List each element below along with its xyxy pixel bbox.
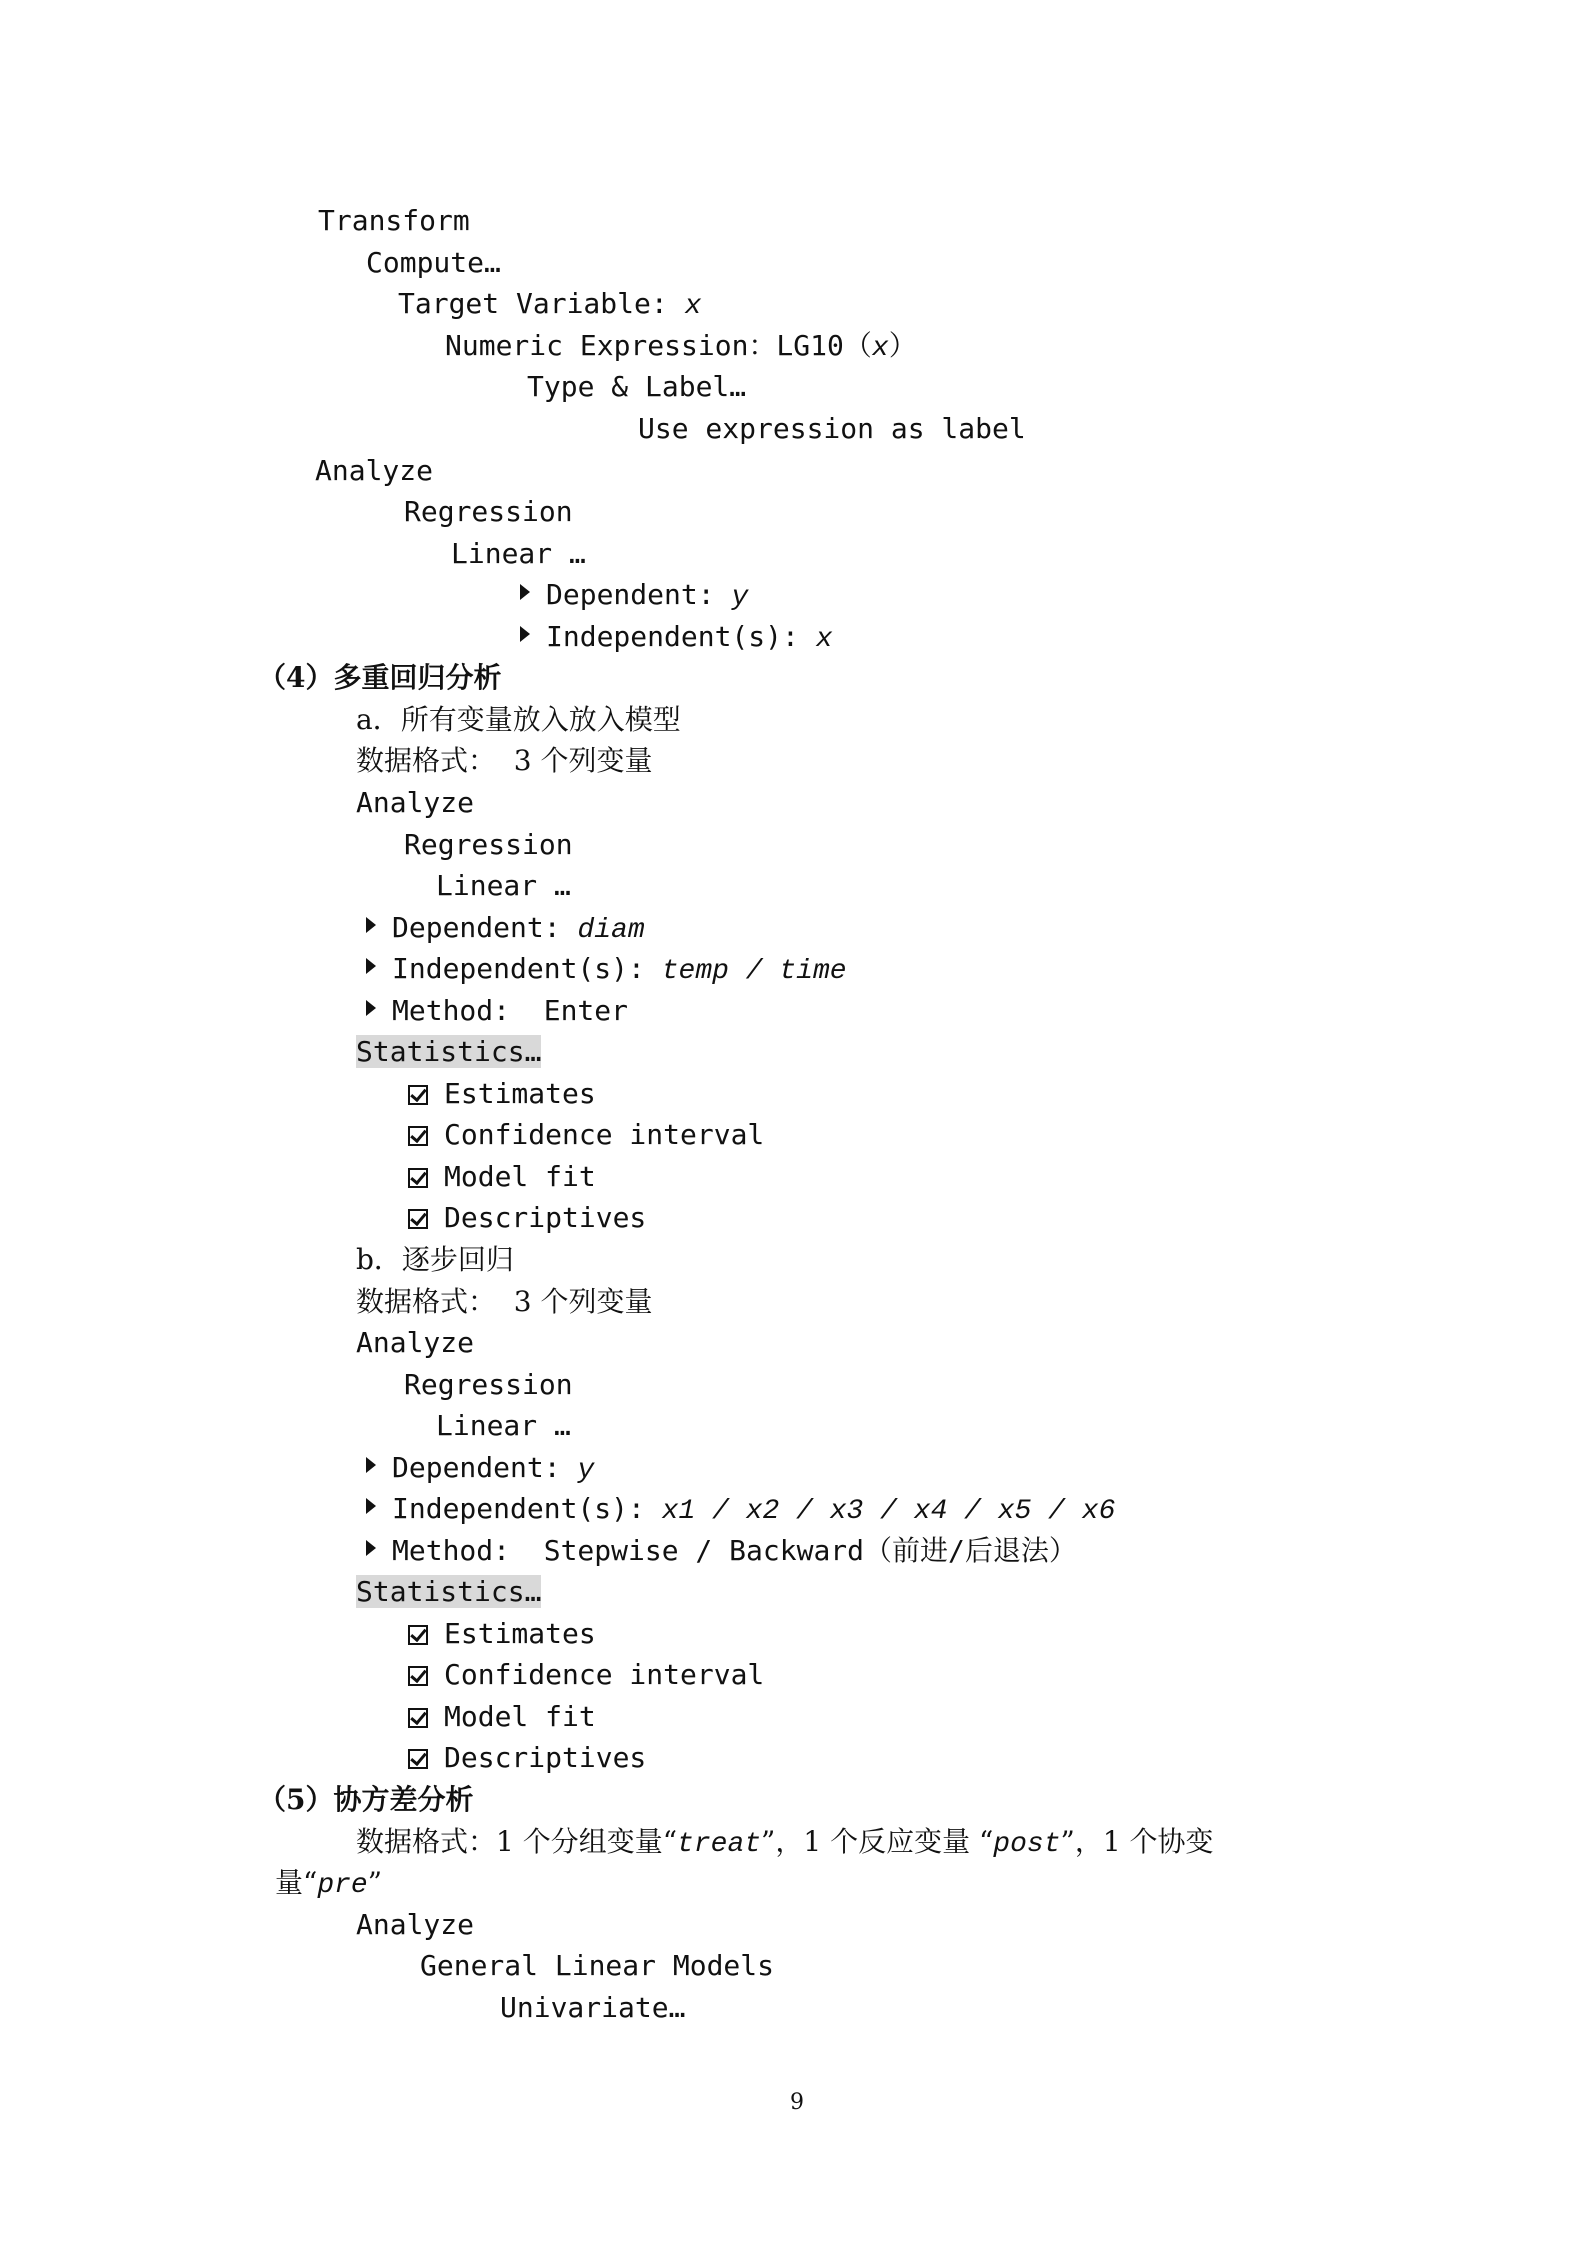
page-number: 9 xyxy=(790,2090,804,2115)
independent-line-4b xyxy=(366,1489,1115,1532)
pre-var: pre xyxy=(317,1870,368,1901)
independent-label-4a: Independent(s): xyxy=(392,952,662,985)
statistics-line-4a xyxy=(356,1032,541,1072)
method-value-4b: Stepwise / Backward（前进/后退法） xyxy=(543,1534,1077,1567)
method-line-4b xyxy=(366,1531,1077,1571)
format-text: 量“ xyxy=(275,1866,318,1899)
method-label-4a: Method: xyxy=(392,994,544,1027)
check-label: Model fit xyxy=(444,1700,596,1733)
independent-var-4b: x1 / x2 / x3 / x4 / x5 / x6 xyxy=(661,1496,1116,1527)
checkbox-checked-icon xyxy=(408,1749,428,1769)
analyze-menu-4a: Analyze xyxy=(356,786,475,819)
section-5-format-line1 xyxy=(356,1822,1214,1865)
arrow-right-icon xyxy=(520,584,530,600)
check-label: Confidence interval xyxy=(444,1118,765,1151)
numeric-expression-line xyxy=(445,326,917,369)
analyze-menu-1: Analyze xyxy=(315,454,434,487)
format-text: 数据格式：1 个分组变量“ xyxy=(356,1825,678,1858)
use-expression-option: Use expression as label xyxy=(638,412,1026,445)
post-var: post xyxy=(993,1829,1061,1860)
regression-item-1: Regression xyxy=(404,495,573,528)
independent-var-1: x xyxy=(815,624,833,655)
glm-item: General Linear Models xyxy=(420,1949,775,1982)
format-text: ”，1 个反应变量 “ xyxy=(761,1825,994,1858)
check-confidence-4a xyxy=(408,1115,764,1155)
section-5-format-line2 xyxy=(275,1863,382,1906)
dependent-label-1: Dependent: xyxy=(546,578,732,611)
arrow-right-icon xyxy=(366,917,376,933)
check-descriptives-4a xyxy=(408,1198,646,1238)
dependent-var-4a: diam xyxy=(577,915,645,946)
check-label: Confidence interval xyxy=(444,1658,765,1691)
check-descriptives-4b xyxy=(408,1738,646,1778)
dependent-line-1 xyxy=(520,575,748,618)
check-label: Estimates xyxy=(444,1077,596,1110)
transform-menu: Transform xyxy=(318,204,470,237)
arrow-right-icon xyxy=(520,626,530,642)
dependent-var-4b: y xyxy=(577,1455,595,1486)
checkbox-checked-icon xyxy=(408,1168,428,1188)
analyze-menu-5: Analyze xyxy=(356,1908,475,1941)
dependent-label-4b: Dependent: xyxy=(392,1451,578,1484)
linear-item-4a: Linear … xyxy=(436,869,571,902)
section-5-heading: （5）协方差分析 xyxy=(258,1783,474,1816)
section-4b-title: b．逐步回归 xyxy=(356,1243,514,1276)
independent-line-4a xyxy=(366,949,847,992)
treat-var: treat xyxy=(677,1829,762,1860)
checkbox-checked-icon xyxy=(408,1708,428,1728)
method-label-4b: Method: xyxy=(392,1534,544,1567)
check-label: Model fit xyxy=(444,1160,596,1193)
check-modelfit-4a xyxy=(408,1157,596,1197)
statistics-line-4b xyxy=(356,1572,541,1612)
arrow-right-icon xyxy=(366,958,376,974)
check-estimates-4a xyxy=(408,1074,596,1114)
univariate-item: Univariate… xyxy=(500,1991,686,2024)
target-variable-label: Target Variable: xyxy=(398,287,685,320)
type-label-item: Type & Label… xyxy=(527,370,747,403)
checkbox-checked-icon xyxy=(408,1666,428,1686)
section-4a-title: a．所有变量放入放入模型 xyxy=(356,703,681,736)
numeric-expression-end: ） xyxy=(888,329,917,362)
checkbox-checked-icon xyxy=(408,1126,428,1146)
check-estimates-4b xyxy=(408,1614,596,1654)
independent-label-1: Independent(s): xyxy=(546,620,816,653)
statistics-highlight-4a: Statistics… xyxy=(356,1035,542,1068)
numeric-expression-label: Numeric Expression：LG10（ xyxy=(445,329,872,362)
dependent-var-1: y xyxy=(731,582,749,613)
independent-var-4a: temp / time xyxy=(661,956,847,987)
section-4-heading: （4）多重回归分析 xyxy=(258,661,502,694)
format-text: ” xyxy=(367,1866,383,1899)
analyze-menu-4b: Analyze xyxy=(356,1326,475,1359)
checkbox-checked-icon xyxy=(408,1625,428,1645)
method-value-4a: Enter xyxy=(543,994,629,1027)
check-confidence-4b xyxy=(408,1655,764,1695)
check-label: Descriptives xyxy=(444,1741,647,1774)
arrow-right-icon xyxy=(366,1457,376,1473)
check-label: Descriptives xyxy=(444,1201,647,1234)
compute-item: Compute… xyxy=(366,246,501,279)
arrow-right-icon xyxy=(366,1540,376,1556)
target-variable-line xyxy=(398,284,701,327)
dependent-line-4b xyxy=(366,1448,594,1491)
statistics-highlight-4b: Statistics… xyxy=(356,1575,542,1608)
independent-line-1 xyxy=(520,617,833,660)
check-label: Estimates xyxy=(444,1617,596,1650)
linear-item-4b: Linear … xyxy=(436,1409,571,1442)
check-modelfit-4b xyxy=(408,1697,596,1737)
dependent-line-4a xyxy=(366,908,645,951)
method-line-4a xyxy=(366,991,628,1031)
linear-item-1: Linear … xyxy=(451,537,586,570)
section-4b-format: 数据格式： 3 个列变量 xyxy=(356,1285,653,1318)
target-variable-value: x xyxy=(684,291,702,322)
format-text: ”，1 个协变 xyxy=(1060,1825,1214,1858)
arrow-right-icon xyxy=(366,1498,376,1514)
arrow-right-icon xyxy=(366,1000,376,1016)
checkbox-checked-icon xyxy=(408,1209,428,1229)
section-4a-format: 数据格式： 3 个列变量 xyxy=(356,744,653,777)
independent-label-4b: Independent(s): xyxy=(392,1492,662,1525)
regression-item-4a: Regression xyxy=(404,828,573,861)
checkbox-checked-icon xyxy=(408,1085,428,1105)
regression-item-4b: Regression xyxy=(404,1368,573,1401)
numeric-expression-var: x xyxy=(871,333,889,364)
dependent-label-4a: Dependent: xyxy=(392,911,578,944)
